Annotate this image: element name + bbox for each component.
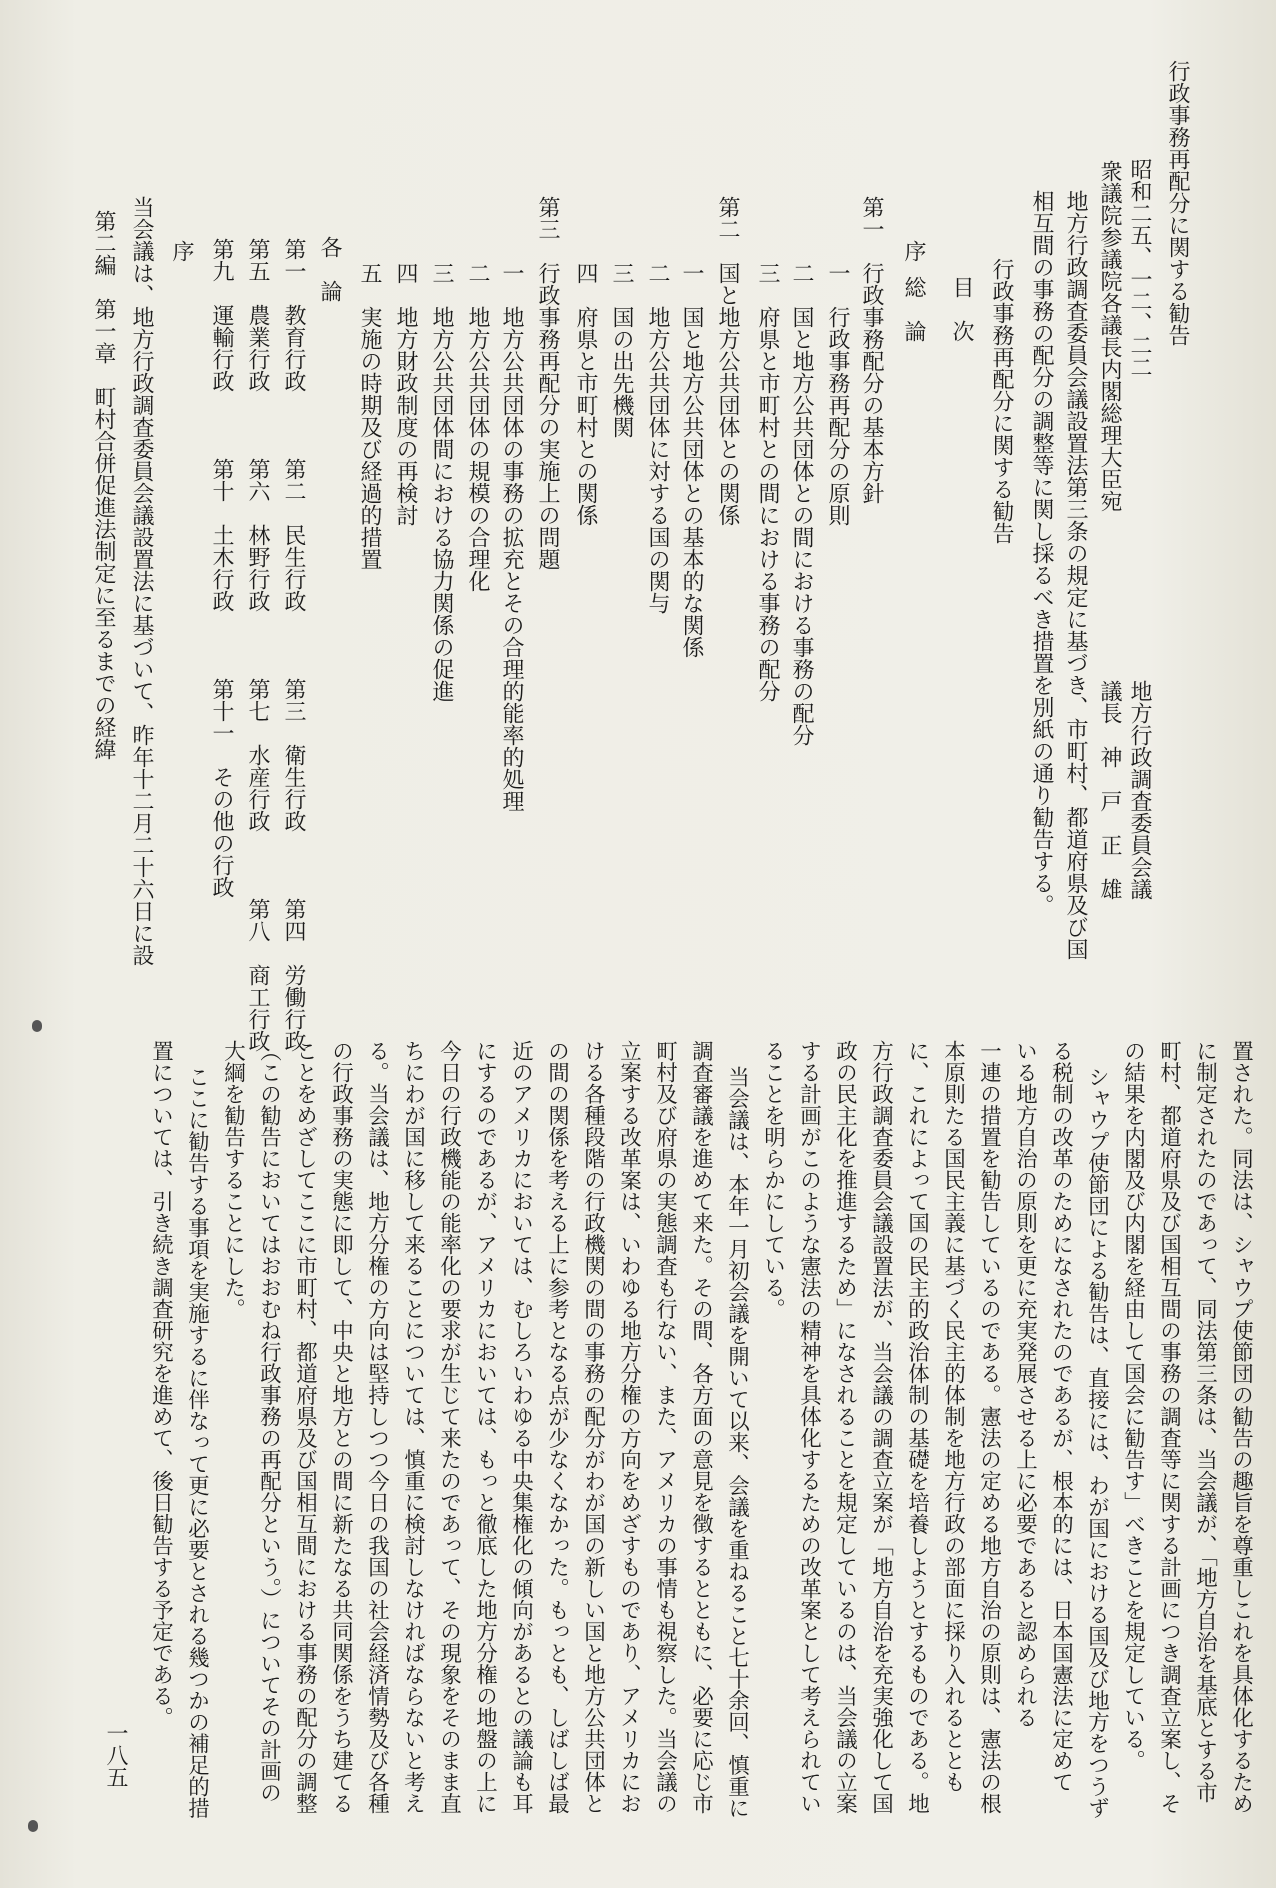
upper-text-line: 第三 行政事務再配分の実施上の問題 — [535, 196, 560, 570]
upper-text-line: 二 地方公共団体に対する国の関与 — [645, 262, 670, 614]
upper-text-line: 一 国と地方公共団体との基本的な関係 — [679, 262, 704, 658]
lower-text-line: 立案する改革案は、いわゆる地方分権の方向をめざすものであり、アメリカにお — [616, 1040, 642, 1814]
lower-text-line: （この勧告においてはおおむね行政事務の再配分という。）についてその計画の — [256, 1040, 282, 1804]
lower-text-line: 大綱を勧告することにした。 — [220, 1040, 246, 1320]
lower-text-line: 近のアメリカにおいては、むしろいわゆる中央集権化の傾向があるとの議論も耳 — [508, 1040, 534, 1814]
lower-text-line: ここに勧告する事項を実施するに伴なって更に必要とされる幾つかの補足的措 — [184, 1066, 210, 1819]
lower-text-line: 今日の行政機能の能率化の要求が生じて来たのであって、その現象をそのまま直 — [436, 1040, 462, 1814]
upper-text-line: 第一 行政事務配分の基本方針 — [859, 196, 884, 504]
upper-text-line: 二 地方公共団体の規模の合理化 — [465, 262, 490, 592]
lower-text-line: ちにわが国に移して来ることについては、慎重に検討しなければならないと考え — [400, 1040, 426, 1814]
lower-text-line: の行政事務の実態に即して、中央と地方との間に新たなる共同関係をうち建てる — [328, 1040, 354, 1814]
upper-text-line: 議長 神 戸 正 雄 — [1097, 680, 1122, 900]
lower-text-line: る税制の改革のためになされたのであるが、根本的には、日本国憲法に定めて — [1048, 1040, 1074, 1793]
lower-text-line: 町村、都道府県及び国相互間の事務の調査等に関する計画につき調査立案し、そ — [1156, 1040, 1182, 1814]
upper-text-line: 第五 農業行政 第六 林野行政 第七 水産行政 第八 商工行政 — [245, 238, 270, 1052]
lower-text-line: に制定されたのであって、同法第三条は、当会議が、「地方自治を基底とする市 — [1192, 1040, 1218, 1804]
lower-text-line: 町村及び府県の実態調査も行ない、また、アメリカの事情も視察した。当会議の — [652, 1040, 678, 1814]
lower-text-line: の結果を内閣及び内閣を経由して国会に勧告す」べきことを規定している。 — [1120, 1040, 1146, 1771]
upper-text-line: 三 府県と市町村との間における事務の配分 — [755, 262, 780, 702]
upper-text-line: 二 国と地方公共団体との間における事務の配分 — [789, 262, 814, 746]
lower-text-line: ることを明らかにしている。 — [760, 1040, 786, 1320]
upper-text-line: 五 実施の時期及び経過的措置 — [357, 262, 382, 570]
lower-text-line: 方行政調査委員会議設置法が、当会議の調査立案が「地方自治を充実強化して国 — [868, 1040, 894, 1814]
upper-text-line: 第一 教育行政 第二 民生行政 第三 衛生行政 第四 労働行政 — [281, 238, 306, 1052]
upper-text-line: 相互間の事務の配分の調整等に関し採るべき措置を別紙の通り勧告する。 — [1029, 190, 1054, 916]
upper-text-line: 地方行政調査委員会議 — [1127, 680, 1152, 900]
upper-text-line: 地方行政調査委員会議設置法第三条の規定に基づき、市町村、都道府県及び国 — [1063, 190, 1088, 960]
upper-text-line: 各 論 — [317, 236, 342, 302]
lower-text-line: 一連の措置を勧告しているのである。憲法の定める地方自治の原則は、憲法の根 — [976, 1040, 1002, 1814]
upper-text-line: 衆議院参議院各議長内閣総理大臣宛 — [1097, 160, 1122, 512]
lower-text-line: 政の民主化を推進するため」になされることを規定しているのは、当会議の立案 — [832, 1040, 858, 1814]
lower-text-line: 当会議は、本年一月初会議を開いて以来、会議を重ねること七十余回、慎重に — [724, 1066, 750, 1819]
upper-text-line: 一 行政事務再配分の原則 — [825, 262, 850, 526]
lower-text-line: いる地方自治の原則を更に充実発展させる上に必要であると認められる — [1012, 1040, 1038, 1728]
upper-text-line: 第九 運輸行政 第十 土木行政 第十一 その他の行政 — [209, 238, 234, 898]
upper-text-line: 昭和二五、一二、二二 — [1127, 158, 1152, 378]
page-number: 一八五 — [103, 1722, 128, 1788]
lower-text-line: 本原則たる国民主義に基づく民主的体制を地方行政の部面に採り入れるととも — [940, 1040, 966, 1793]
punch-hole-mark — [32, 1020, 42, 1032]
lower-text-line: 置された。同法は、シャウプ使節団の勧告の趣旨を尊重しこれを具体化するため — [1228, 1040, 1254, 1814]
upper-text-line: 三 国の出先機関 — [609, 262, 634, 438]
upper-text-line: 第二 国と地方公共団体との関係 — [715, 196, 740, 526]
lower-text-line: の間の関係を考える上に参考となる点が少なくなかった。もっとも、しばしば最 — [544, 1040, 570, 1814]
upper-text-line: 序 — [169, 240, 194, 262]
lower-text-line: る。当会議は、地方分権の方向は堅持しつつ今日の我国の社会経済情勢及び各種 — [364, 1040, 390, 1814]
upper-text-line: 序 — [901, 240, 926, 262]
upper-text-line: 三 地方公共団体間における協力関係の促進 — [429, 262, 454, 702]
lower-text-line: ける各種段階の行政機関の間の事務の配分がわが国の新しい国と地方公共団体と — [580, 1040, 606, 1814]
lower-text-line: ことをめざしてここに市町村、都道府県及び国相互間における事務の配分の調整 — [292, 1040, 318, 1814]
lower-text-line: にするのであるが、アメリカにおいては、もっと徹底した地方分権の地盤の上に — [472, 1040, 498, 1814]
lower-text-line: 置については、引き続き調査研究を進めて、後日勧告する予定である。 — [148, 1040, 174, 1728]
lower-text-line: する計画がこのような憲法の精神を具体化するための改革案として考えられてい — [796, 1040, 822, 1814]
upper-text-line: 四 地方財政制度の再検討 — [393, 262, 418, 526]
upper-text-line: 一 地方公共団体の事務の拡充とその合理的能率的処理 — [499, 262, 524, 812]
lower-text-line: シャウプ使節団による勧告は、直接には、わが国における国及び地方をつうず — [1084, 1066, 1110, 1819]
lower-text-line: に、これによって国の民主的政治体制の基礎を培養しようとするものである。地 — [904, 1040, 930, 1814]
upper-text-line: 目 次 — [949, 276, 974, 342]
upper-text-line: 四 府県と市町村との関係 — [573, 262, 598, 526]
upper-text-line: 総 論 — [901, 276, 926, 342]
upper-text-line: 行政事務再配分に関する勧告 — [1165, 60, 1190, 346]
upper-text-line: 当会議は、地方行政調査委員会議設置法に基づいて、昨年十二月二十六日に設 — [129, 196, 154, 966]
upper-text-line: 行政事務再配分に関する勧告 — [989, 258, 1014, 544]
lower-text-line: 調査審議を進めて来た。その間、各方面の意見を徴するとともに、必要に応じ市 — [688, 1040, 714, 1814]
punch-hole-mark — [28, 1820, 38, 1832]
upper-text-line: 第二編 第一章 町村合併促進法制定に至るまでの経緯 — [91, 210, 116, 760]
